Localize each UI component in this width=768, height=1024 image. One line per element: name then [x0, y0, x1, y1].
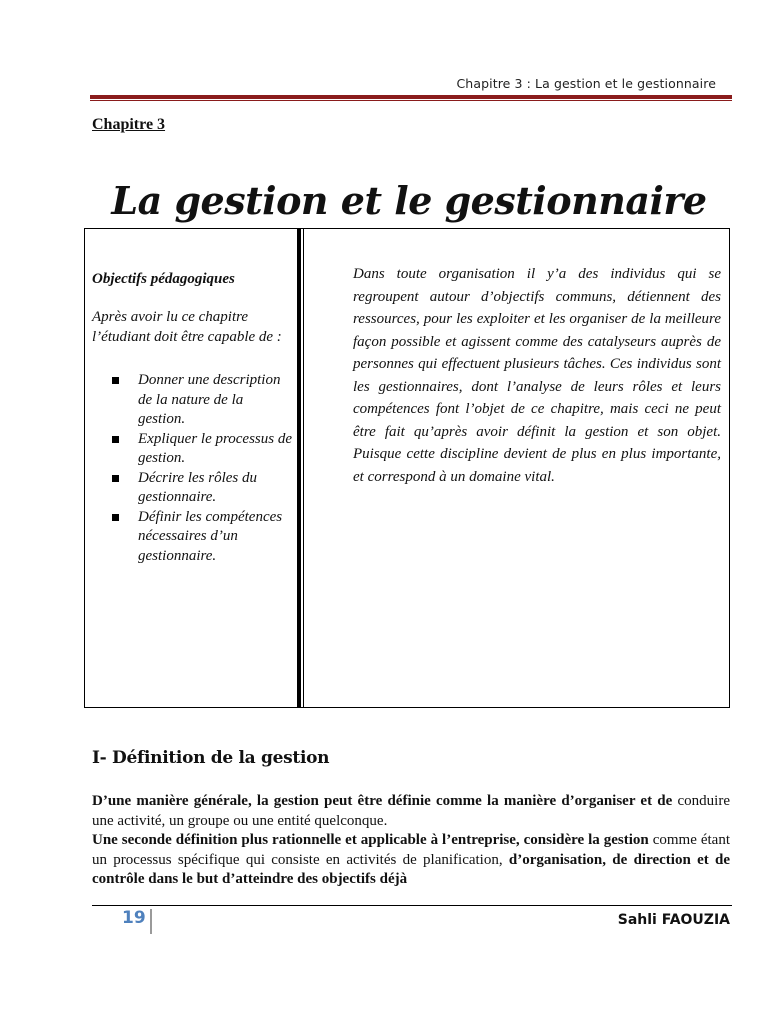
- author-name: Sahli FAOUZIA: [617, 912, 730, 928]
- header-rule-thin: [90, 100, 732, 101]
- objectives-box: [84, 228, 730, 708]
- list-item: Donner une description de la nature de la gestion.: [112, 371, 292, 430]
- footer-rule: [92, 905, 732, 906]
- page-number: 19: [122, 908, 146, 928]
- paragraph: D’une manière générale, la gestion peut être définie comme la manière d’organiser et de conduire une activité, un groupe ou une entité quelconque.: [92, 793, 730, 829]
- bullet-icon: [112, 475, 119, 482]
- section-heading: I- Définition de la gestion: [92, 748, 330, 768]
- paragraph: Une seconde définition plus rationnelle et applicable à l’entreprise, considère la gestion comme étant un processus spécifique qui consiste en activités de planification, d’organisation, de direction et de contrôle dans le but d’atteindre des objectifs déjà: [92, 832, 731, 887]
- list-item: Définir les compétences nécessaires d’un gestionnaire.: [112, 508, 292, 567]
- list-item: Décrire les rôles du gestionnaire.: [112, 469, 292, 508]
- bullet-icon: [112, 377, 119, 384]
- header-rule: [90, 95, 732, 99]
- bullet-icon: [112, 514, 119, 521]
- bullet-icon: [112, 436, 119, 443]
- objectives-title: Objectifs pédagogiques: [92, 271, 235, 287]
- box-divider-thin: [303, 229, 304, 707]
- chapter-label: Chapitre 3: [92, 116, 166, 133]
- objectives-list: [92, 371, 292, 566]
- section-body: [92, 792, 730, 890]
- box-divider: [297, 229, 301, 707]
- objectives-intro: Après avoir lu ce chapitre l’étudiant doit être capable de :: [92, 309, 282, 345]
- list-item: Expliquer le processus de gestion.: [112, 430, 292, 469]
- chapter-summary: Dans toute organisation il y’a des individus qui se regroupent autour d’objectifs communs, détiennent des ressources, pour les exploiter et les organiser de la meilleure façon possible et agissent comme des catalyseurs auprès de personnes qui effectuent plusieurs tâches. Ces individus sont les gestionnaires, dont l’analyse de leurs rôles et leurs compétences font l’objet de ce chapitre, mais ceci ne peut être fait qu’après avoir définit la gestion et son objet. Puisque cette discipline devient de plus en plus importante, et correspond à un domaine vital.: [353, 266, 721, 485]
- chapter-title: La gestion et le gestionnaire: [111, 178, 707, 223]
- page-number-separator: [150, 909, 152, 934]
- objectives-column: [92, 269, 292, 566]
- running-head: Chapitre 3 : La gestion et le gestionnaire: [456, 76, 716, 91]
